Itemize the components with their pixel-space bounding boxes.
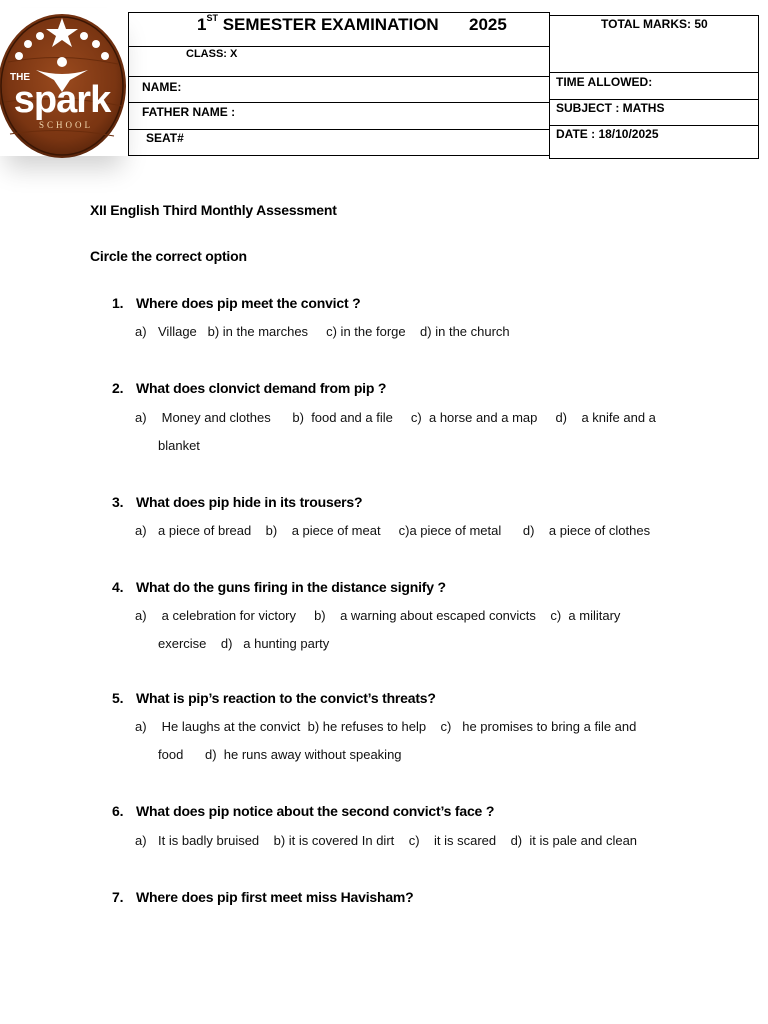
logo-the-text: THE [10, 72, 30, 83]
question-1-options: a) Village b) in the marches c) in the forge d) in the church [135, 324, 510, 339]
logo-spark-text: spark [13, 79, 111, 121]
exam-year: 2025 [469, 15, 507, 34]
instruction-text: Circle the correct option [90, 248, 247, 264]
assessment-title: XII English Third Monthly Assessment [90, 202, 337, 218]
question-2: 2. What does clonvict demand from pip ? [112, 380, 387, 396]
question-3: 3. What does pip hide in its trousers? [112, 494, 363, 510]
date-label: DATE : 18/10/2025 [556, 127, 659, 141]
question-6-options: a) It is badly bruised b) it is covered In dirt c) it is scared d) it is pale and clean [135, 833, 638, 848]
total-marks-label: TOTAL MARKS: 50 [601, 17, 708, 31]
seat-label: SEAT# [146, 131, 184, 145]
question-3-options: a) a piece of bread b) a piece of meat c)a piece of metal d) a piece of clothes [135, 523, 651, 538]
school-logo [0, 8, 128, 156]
class-label: CLASS: X [186, 48, 238, 60]
question-4-options: a) a celebration for victory b) a warning about escaped convicts c) a military exercise d) a hunting party [135, 608, 621, 651]
question-5-options: a) He laughs at the convict b) he refuses to help c) he promises to bring a file and food d) he runs away without speaking [135, 719, 637, 762]
question-2-options: a) Money and clothes b) food and a file c) a horse and a map d) a knife and a blanket [135, 410, 656, 453]
father-name-label: FATHER NAME : [142, 105, 236, 119]
question-4: 4. What do the guns firing in the distance signify ? [112, 579, 446, 595]
time-allowed-label: TIME ALLOWED: [556, 75, 653, 89]
question-6: 6. What does pip notice about the second convict’s face ? [112, 803, 495, 819]
subject-label: SUBJECT : MATHS [556, 101, 665, 115]
logo-badge-icon [0, 12, 128, 160]
question-1: 1. Where does pip meet the convict ? [112, 295, 361, 311]
question-5: 5. What is pip’s reaction to the convict’s threats? [112, 690, 436, 706]
logo-school-text: SCHOOL [38, 120, 94, 130]
name-label: NAME: [142, 80, 182, 94]
exam-title: 1ST SEMESTER EXAMINATION [197, 13, 439, 34]
question-7: 7. Where does pip first meet miss Havisham? [112, 889, 414, 905]
